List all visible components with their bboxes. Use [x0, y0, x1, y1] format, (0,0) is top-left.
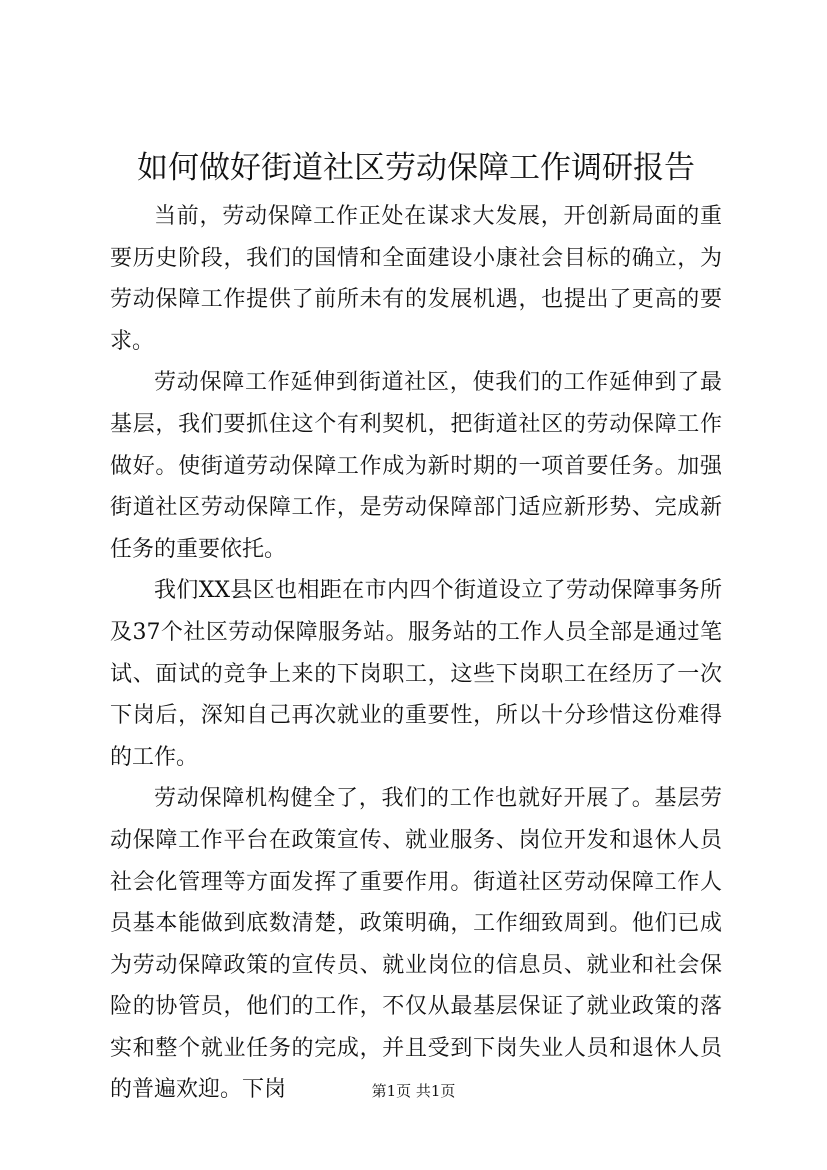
page-footer: 第1页 共1页	[371, 1082, 456, 1100]
document-body	[110, 196, 722, 1111]
paragraph: 我们XX县区也相距在市内四个街道设立了劳动保障事务所及37个社区劳动保障服务站。服务站的工作人员全部是通过笔试、面试的竞争上来的下岗职工，这些下岗职工在经历了一次下岗后，深知自己再次就业的重要性，所以十分珍惜这份难得的工作。	[110, 578, 722, 770]
paragraph: 劳动保障工作延伸到街道社区，使我们的工作延伸到了最基层，我们要抓住这个有利契机，把街道社区的劳动保障工作做好。使街道劳动保障工作成为新时期的一项首要任务。加强街道社区劳动保障工作，是劳动保障部门适应新形势、完成新任务的重要依托。	[110, 370, 722, 562]
document-title: 如何做好街道社区劳动保障工作调研报告	[137, 150, 695, 186]
paragraph: 劳动保障机构健全了，我们的工作也就好开展了。基层劳动保障工作平台在政策宣传、就业服务、岗位开发和退休人员社会化管理等方面发挥了重要作用。街道社区劳动保障工作人员基本能做到底数清楚，政策明确，工作细致周到。他们已成为劳动保障政策的宣传员、就业岗位的信息员、就业和社会保险的协管员，他们的工作，不仅从最基层保证了就业政策的落实和整个就业任务的完成，并且受到下岗失业人员和退休人员的普遍欢迎。下岗	[110, 786, 722, 1103]
paragraph: 当前，劳动保障工作正处在谋求大发展，开创新局面的重要历史阶段，我们的国情和全面建设小康社会目标的确立，为劳动保障工作提供了前所未有的发展机遇，也提出了更高的要求。	[110, 204, 722, 354]
